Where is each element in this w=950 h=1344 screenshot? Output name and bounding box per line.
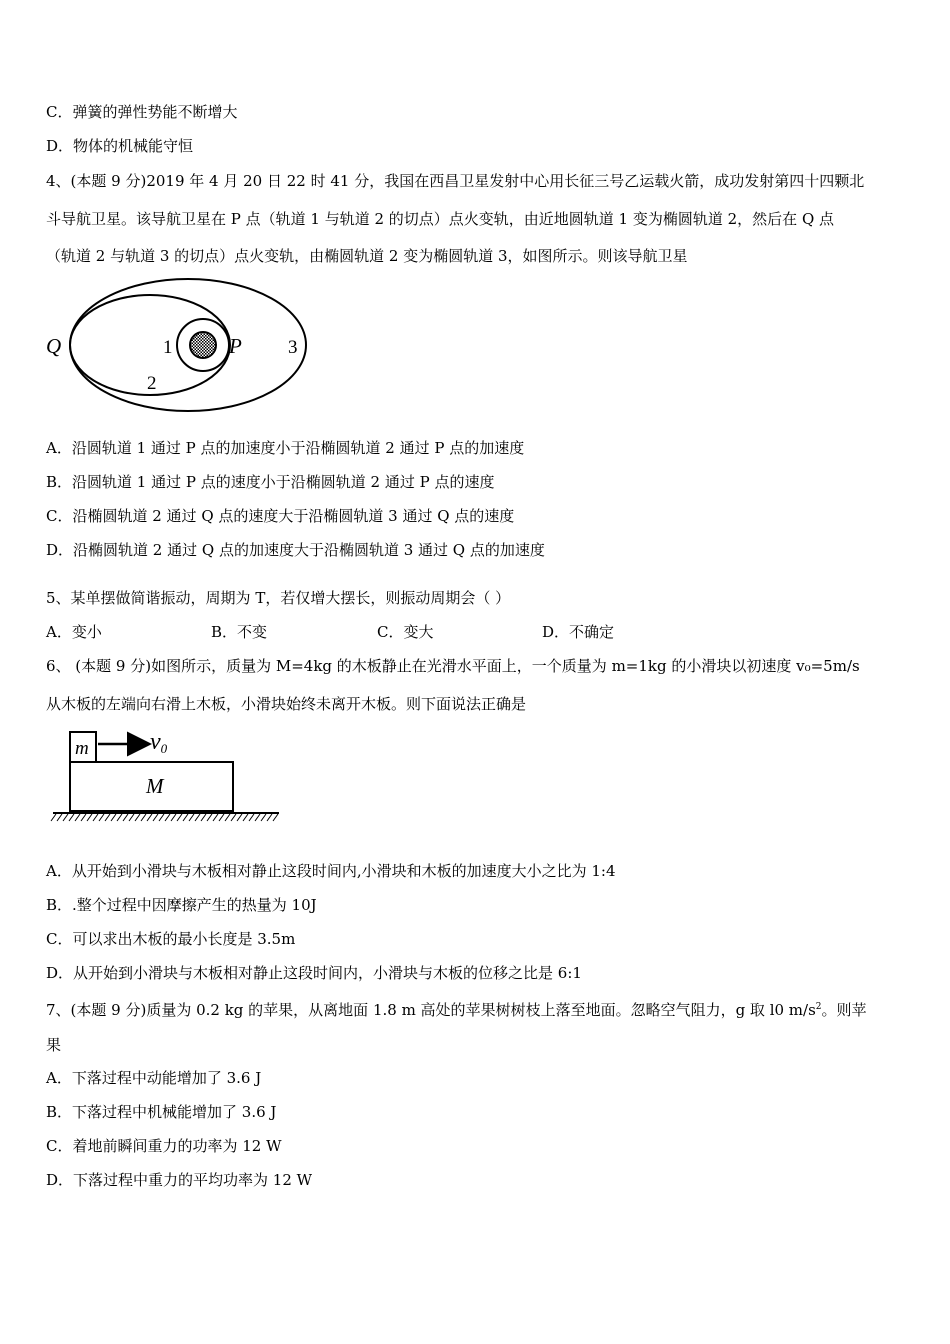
orbit-3 <box>70 279 306 411</box>
q3-option-d: D．物体的机械能守恒 <box>46 137 194 155</box>
ground-hatch-mark <box>231 814 236 821</box>
q5-option-c: C．变大 <box>377 623 434 641</box>
orbit-diagram <box>40 275 320 420</box>
ground-hatch <box>51 814 278 821</box>
ground-hatch-mark <box>135 814 140 821</box>
ground-hatch-mark <box>267 814 272 821</box>
block-board-diagram <box>50 725 285 830</box>
ground-hatch-mark <box>69 814 74 821</box>
ground-hatch-mark <box>123 814 128 821</box>
ground-hatch-mark <box>219 814 224 821</box>
ground-hatch-mark <box>273 814 278 821</box>
ground-hatch-mark <box>93 814 98 821</box>
label-3: 3 <box>288 337 298 358</box>
ground-hatch-mark <box>171 814 176 821</box>
ground-hatch-mark <box>261 814 266 821</box>
ground-hatch-mark <box>81 814 86 821</box>
ground-hatch-mark <box>165 814 170 821</box>
ground-hatch-mark <box>141 814 146 821</box>
ground-hatch-mark <box>243 814 248 821</box>
ground-hatch-mark <box>99 814 104 821</box>
label-m: m <box>75 738 89 759</box>
ground-hatch-mark <box>105 814 110 821</box>
ground-hatch-mark <box>75 814 80 821</box>
ground-hatch-mark <box>195 814 200 821</box>
q5-options <box>46 621 746 641</box>
earth-icon <box>190 332 216 358</box>
q5-option-b: B．不变 <box>211 623 268 641</box>
label-1: 1 <box>163 337 173 358</box>
ground-hatch-mark <box>177 814 182 821</box>
ground-hatch-mark <box>111 814 116 821</box>
ground-hatch-mark <box>207 814 212 821</box>
q7-option-b: B．下落过程中机械能增加了 3.6 J <box>46 1103 277 1121</box>
ground-hatch-mark <box>63 814 68 821</box>
q6-option-d: D．从开始到小滑块与木板相对静止这段时间内，小滑块与木板的位移之比是 6:1 <box>46 964 582 982</box>
ground-hatch-mark <box>57 814 62 821</box>
ground-hatch-mark <box>159 814 164 821</box>
ground-hatch-mark <box>183 814 188 821</box>
q5-stem: 5、某单摆做简谐振动，周期为 T，若仅增大摆长，则振动周期会（ ） <box>46 589 511 607</box>
ground-hatch-mark <box>237 814 242 821</box>
label-q: Q <box>46 334 62 358</box>
q7-option-d: D．下落过程中重力的平均功率为 12 W <box>46 1171 313 1189</box>
label-2: 2 <box>147 373 157 394</box>
q5-option-a: A．变小 <box>46 623 102 641</box>
q7-stem-line-1: 7、(本题 9 分)质量为 0.2 kg 的苹果，从离地面 1.8 m 高处的苹果树树枝上落至地面。忽略空气阻力，g 取 l0 $m/s^2$。则苹 <box>46 1001 867 1019</box>
q6-option-b: B．.整个过程中因摩擦产生的热量为 10J <box>46 896 317 914</box>
q4-stem-line-3: （轨道 2 与轨道 3 的切点）点火变轨，由椭圆轨道 2 变为椭圆轨道 3，如图所示。则该导航卫星 <box>46 247 688 265</box>
q4-option-c: C．沿椭圆轨道 2 通过 Q 点的速度大于沿椭圆轨道 3 通过 Q 点的速度 <box>46 507 515 525</box>
ground-hatch-mark <box>189 814 194 821</box>
ground-hatch-mark <box>249 814 254 821</box>
q6-stem-line-1: 6、 (本题 9 分)如图所示，质量为 M=4kg 的木板静止在光滑水平面上，一个质量为 m=1kg 的小滑块以初速度 v₀=5m/s <box>46 657 860 675</box>
q6-option-c: C．可以求出木板的最小长度是 3.5m <box>46 930 296 948</box>
q7-option-a: A．下落过程中动能增加了 3.6 J <box>46 1069 262 1087</box>
label-p: P <box>229 334 242 358</box>
q4-option-a: A．沿圆轨道 1 通过 P 点的加速度小于沿椭圆轨道 2 通过 P 点的加速度 <box>46 439 525 457</box>
ground-hatch-mark <box>129 814 134 821</box>
q6-option-a: A．从开始到小滑块与木板相对静止这段时间内,小滑块和木板的加速度大小之比为 1:4 <box>46 862 616 880</box>
q4-option-b: B．沿圆轨道 1 通过 P 点的速度小于沿椭圆轨道 2 通过 P 点的速度 <box>46 473 495 491</box>
ground-hatch-mark <box>147 814 152 821</box>
q6-stem-line-2: 从木板的左端向右滑上木板，小滑块始终未离开木板。则下面说法正确是 <box>46 695 527 713</box>
ground-hatch-mark <box>87 814 92 821</box>
q4-stem-line-2: 斗导航卫星。该导航卫星在 P 点（轨道 1 与轨道 2 的切点）点火变轨，由近地圆轨道 1 变为椭圆轨道 2，然后在 Q 点 <box>46 210 835 228</box>
q4-option-d: D．沿椭圆轨道 2 通过 Q 点的加速度大于沿椭圆轨道 3 通过 Q 点的加速度 <box>46 541 545 559</box>
q3-option-c: C．弹簧的弹性势能不断增大 <box>46 103 238 121</box>
q7-option-c: C．着地前瞬间重力的功率为 12 W <box>46 1137 282 1155</box>
ground-hatch-mark <box>201 814 206 821</box>
label-M: M <box>146 774 164 798</box>
ground-hatch-mark <box>225 814 230 821</box>
label-v0: v0 <box>150 729 168 756</box>
ground-hatch-mark <box>51 814 56 821</box>
ground-hatch-mark <box>117 814 122 821</box>
q4-stem-line-1: 4、(本题 9 分)2019 年 4 月 20 日 22 时 41 分，我国在西昌卫星发射中心用长征三号乙运载火箭，成功发射第四十四颗北 <box>46 172 865 190</box>
ground-hatch-mark <box>213 814 218 821</box>
ground-hatch-mark <box>153 814 158 821</box>
q5-option-d: D．不确定 <box>542 623 615 641</box>
q7-stem-line-2: 果 <box>46 1036 62 1054</box>
ground-hatch-mark <box>255 814 260 821</box>
